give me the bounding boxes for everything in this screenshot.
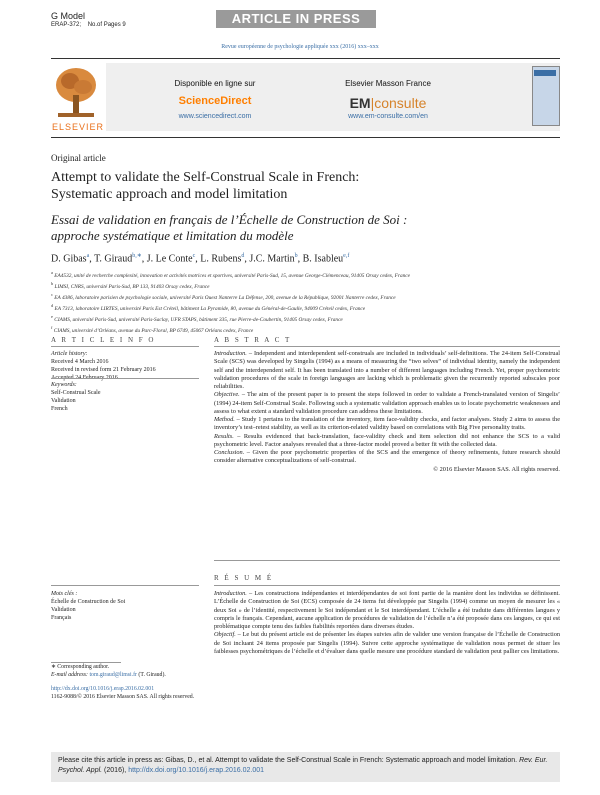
title-french <box>51 212 551 244</box>
history-label: Article history: <box>51 351 88 357</box>
resume-label: Objectif. <box>214 631 236 639</box>
doi-link[interactable]: http://dx.doi.org/10.1016/j.erap.2016.02.001 <box>51 686 155 692</box>
g-model-label: G Model <box>51 11 86 21</box>
abstract-text: – Independent and interdependent self-construals are included in individuals’ self-definitions. The 24-item Self-Construal Scale (SCS) was developed by Singelis (1994) as a means of measuring the “two selves” of individual identity, namely the independent self and the interdependent self. It has been translated into a number of different languages including French. Yet, proper psychometric validation procedures of the scale in foreign languages are lacking which is problematic given the recurrently reported subscales poor reliabilities. <box>214 350 560 390</box>
sd-available-label: Disponible en ligne sur <box>174 79 256 88</box>
affiliation <box>51 302 521 313</box>
em-logo-em: EM <box>349 95 371 111</box>
abstract-label: Results. <box>214 432 234 440</box>
divider <box>214 585 560 586</box>
affiliation <box>51 269 521 280</box>
divider <box>214 346 560 347</box>
citation-year: (2016), <box>102 767 129 774</box>
title-english <box>51 169 551 203</box>
article-type: Original article <box>51 153 106 163</box>
email-link[interactable]: tom.giraud@limsi.fr <box>89 672 137 678</box>
abstract-label: Conclusion. <box>214 449 245 456</box>
email-line <box>51 671 351 679</box>
affiliations <box>51 269 521 335</box>
abstract-text: – Given the poor psychometric properties of the SCS and the emergence of theory refinements, future research should consider alternative conceptualizations of self-construal. <box>214 449 560 465</box>
history-item: Accepted 24 February 2016 <box>51 375 118 381</box>
affiliation-text: CIAMS, université d’Orléans, avenue du Parc-Floral, BP 6749, 45067 Orléans cedex, France <box>53 327 254 334</box>
keyword: French <box>51 406 68 412</box>
affiliation <box>51 313 521 324</box>
motscles-label: Mots clés : <box>51 591 78 597</box>
page-count: No.of Pages 9 <box>87 22 126 28</box>
motcle: Validation <box>51 607 76 613</box>
divider <box>51 378 199 379</box>
em-publisher-title: Elsevier Masson France <box>345 79 431 88</box>
keywords <box>51 381 201 413</box>
divider <box>51 585 199 586</box>
affiliation-sup: e <box>51 313 53 319</box>
abstract-copyright: © 2016 Elsevier Masson SAS. All rights reserved. <box>433 465 560 473</box>
abstract-label: Method. <box>214 416 235 423</box>
resume-intro <box>214 590 560 631</box>
affiliation-sup: a <box>51 270 53 275</box>
affiliation-sup: c <box>51 291 53 297</box>
author-list: D. Gibas$^a$, T. Giraud$^{b,∗}$, J. Le Conte$^c$, L. Rubens$^d$, J.C. Martin$^b$, B. Isableu$^{e,f}$ <box>51 253 350 265</box>
mots-cles <box>51 590 201 622</box>
abstract-conclusion <box>214 449 560 466</box>
citation-journal: Rev. Eur. Psychol. Appl. <box>58 757 548 774</box>
sciencedirect-url[interactable]: www.sciencedirect.com <box>178 113 252 120</box>
article-ref <box>51 22 126 28</box>
divider <box>214 560 560 561</box>
author[interactable]: B. Isableu <box>302 253 344 265</box>
keyword: Validation <box>51 398 76 404</box>
email-suffix: (T. Giraud). <box>136 672 166 678</box>
em-consulte-logo[interactable] <box>318 95 458 111</box>
sciencedirect-logo[interactable]: ScienceDirect <box>178 95 252 107</box>
citation-text <box>58 756 553 776</box>
author[interactable]: L. Rubens <box>200 253 242 265</box>
history-item: Received in revised form 21 February 2016 <box>51 367 156 373</box>
divider <box>51 346 199 347</box>
author-sup[interactable]: c <box>192 253 196 259</box>
affiliation-text: LIMSI, CNRS, université Paris-Sud, BP 133, 91403 Orsay cedex, France <box>54 283 210 290</box>
em-consulte-url[interactable]: www.em-consulte.com/en <box>348 113 428 120</box>
affiliation-text: EA4532, unité de recherche complexité, innovation et activités motrices et sportives, université Paris-Sud, 15, avenue George-Clémenceau, 91405 Orsay cedex, France <box>54 272 410 279</box>
elsevier-tree-logo <box>52 63 100 121</box>
abstract-method <box>214 416 560 433</box>
author-sup[interactable]: a <box>86 253 90 259</box>
title-en-line1: Attempt to validate the Self-Construal Scale in French: <box>51 170 360 185</box>
abstract-text: – Results evidenced that back-translation, face-validity check and item selection did not enhance the SCS to a valid psychometric level. Factor analyses revealed that a three-factor model proved a better fit with the collected data. <box>214 432 560 448</box>
author[interactable]: J.C. Martin <box>249 253 295 265</box>
abstract-intro <box>214 350 560 391</box>
footnote <box>51 663 351 679</box>
citation-prefix: Please cite this article in press as: Gibas, D., et al. Attempt to validate the Self-Construal Scale in French: Systematic approach and model limitation. <box>58 757 520 764</box>
resume-objectif <box>214 631 560 656</box>
resume-text: – Le but du présent article est de présenter les étapes suivies afin de valider une version française de l’Échelle de Construction de Soi incluant 24 items proposée par Singelis (1994). Suivre cette approche systématique de validation nous permet de situer les faiblesses psychométriques de l’échelle et d’évaluer dans quelle mesure une procédure standard de validation peut pallier ces limitations. <box>214 631 560 655</box>
keywords-label: Keywords: <box>51 382 77 388</box>
affiliation <box>51 324 521 335</box>
author-sup[interactable]: b,∗ <box>132 253 142 259</box>
abstract-text: – The aim of the present paper is to present the steps followed in order to validate a French-translated version of Singelis’ (1994) 24-item Self-Construal Scale. Following such a systematic validation approach enables us to locate psychometric weaknesses and assess to what extent a standard validation procedure can address these limitations. <box>214 391 560 415</box>
author-sup[interactable]: e,f <box>343 253 350 259</box>
abstract-header: A B S T R A C T <box>214 336 292 344</box>
title-fr-line2: approche systématique et limitation du modèle <box>51 228 294 243</box>
email-label: E-mail address: <box>51 672 90 678</box>
abstract-text: – Study 1 pertains to the translation of the inventory, item face-validity checks, and factor analyses. Study 2 aims to assess the inventory’s test–retest stability, as well as its criterion-related validity based on correlations with Big Five personality traits. <box>214 416 560 432</box>
issn-copyright: 1162-9088/© 2016 Elsevier Masson SAS. All rights reserved. <box>51 694 195 700</box>
article-info-header: A R T I C L E I N F O <box>51 336 156 344</box>
affiliation-text: EA 4386, laboratoire parisien de psychologie sociale, université Paris Ouest Nanterre La Défense, 200, avenue de la République, 92001 Nanterre cedex, France <box>54 294 396 301</box>
elsevier-wordmark: ELSEVIER <box>52 122 105 132</box>
ref-code: ERAP-372; <box>51 22 82 28</box>
affiliation-sup: f <box>51 324 53 330</box>
author-sup[interactable]: d <box>241 253 245 259</box>
abstract-body <box>214 350 560 474</box>
abstract-label: Objective. <box>214 391 240 399</box>
title-fr-line1: Essai de validation en français de l’Échelle de Construction de Soi : <box>51 212 408 227</box>
resume-body <box>214 590 560 656</box>
affiliation-sup: d <box>51 302 54 308</box>
history-item: Received 4 March 2016 <box>51 359 109 365</box>
keyword: Self-Construal Scale <box>51 390 101 396</box>
affiliation <box>51 280 521 291</box>
motcle: Français <box>51 615 72 621</box>
affiliation-text: EA 7313, laboratoire LIRTES, université Paris Est Créteil, bâtiment La Pyramide, 80, avenue du Général-de-Gaulle, 94009 Créteil cedex, France <box>54 305 366 312</box>
corresponding-author: ∗ Corresponding author. <box>51 664 110 670</box>
title-en-line2: Systematic approach and model limitation <box>51 187 288 202</box>
author[interactable]: D. Gibas <box>51 253 87 265</box>
resume-text: – Les constructions indépendantes et interdépendantes de soi font partie de la manière dont les individus se définissent. L’Échelle de Construction de Soi (ECS) composée de 24 items fut développée par Singelis (1994) comme un moyen de mesurer les « deux Soi » de l’identité, respectivement le Soi indépendant et le Soi interdépendant. L’échelle a été traduite dans différentes langues y compris le français. Cependant, aucune application de procédures de validation de l’échelle n’a été proposée dans ces langues, ce qui est problématique compte tenu des faibles fiabilités reportées dans diverses études. <box>214 590 560 630</box>
affiliation-text: CIAMS, université Paris-Sud, université Paris-Saclay, UFR STAPS, bâtiment 335, rue Pierre-de-Coubertin, 91405 Orsay cedex, France <box>54 316 343 323</box>
resume-header: R É S U M É <box>214 574 274 582</box>
affiliation-sup: b <box>51 280 54 286</box>
motcle: Échelle de Construction de Soi <box>51 599 126 605</box>
abstract-label: Introduction. <box>214 350 247 357</box>
abstract-results <box>214 433 560 450</box>
author[interactable]: J. Le Conte <box>146 253 193 265</box>
article-in-press-text: ARTICLE IN PRESS <box>231 11 361 26</box>
em-logo-bar: | <box>370 95 375 111</box>
journal-line[interactable]: Revue européenne de psychologie appliquée xxx (2016) xxx–xxx <box>221 44 379 50</box>
journal-cover-stripe <box>534 70 556 76</box>
citation-doi-link[interactable]: http://dx.doi.org/10.1016/j.erap.2016.02.001 <box>128 767 265 774</box>
abstract-objective <box>214 391 560 416</box>
author[interactable]: T. Giraud <box>94 253 133 265</box>
resume-label: Introduction. <box>214 590 247 597</box>
author-sup[interactable]: b <box>294 253 298 259</box>
em-logo-consulte: consulte <box>374 95 427 111</box>
affiliation <box>51 291 521 302</box>
